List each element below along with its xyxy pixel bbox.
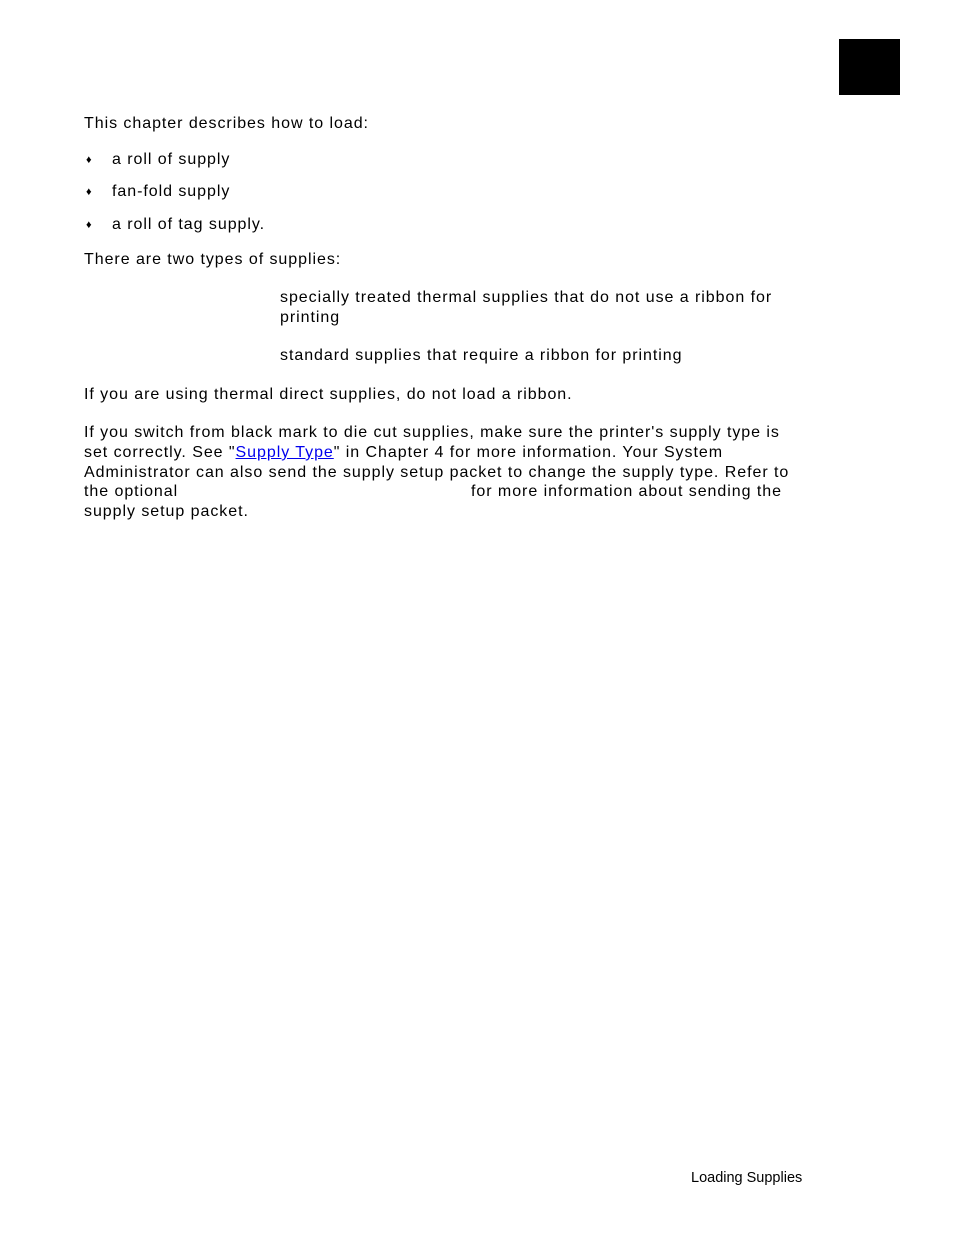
- types-intro: There are two types of supplies:: [84, 251, 342, 268]
- type-desc-thermal: specially treated thermal supplies that do not use a ribbon for: [280, 289, 773, 306]
- list-item: fan-fold supply: [112, 183, 231, 200]
- note-text: If you are using thermal direct supplies, do not load a ribbon.: [84, 386, 573, 403]
- intro-text: This chapter describes how to load:: [84, 115, 369, 132]
- type-desc-thermal-cont: printing: [280, 309, 341, 326]
- page-footer: Loading Supplies: [691, 1170, 803, 1186]
- para-text: set correctly. See ": [84, 444, 236, 461]
- bullet-icon: ♦: [86, 154, 92, 166]
- para-line: for more information about sending the: [471, 483, 782, 500]
- chapter-tab-marker: [839, 39, 900, 95]
- para-line: Administrator can also send the supply setup packet to change the supply type. Refer to: [84, 464, 790, 481]
- para-line: supply setup packet.: [84, 503, 249, 520]
- bullet-icon: ♦: [86, 186, 92, 198]
- para-line: [84, 443, 723, 463]
- list-item: a roll of supply: [112, 151, 231, 168]
- para-line: If you switch from black mark to die cut supplies, make sure the printer's supply type is: [84, 424, 780, 441]
- para-line: the optional: [84, 483, 179, 500]
- supply-type-link[interactable]: Supply Type: [235, 444, 334, 461]
- list-item: a roll of tag supply.: [112, 216, 266, 233]
- type-desc-standard: standard supplies that require a ribbon for printing: [280, 347, 683, 364]
- bullet-icon: ♦: [86, 219, 92, 231]
- para-text: " in Chapter 4 for more information. Your System: [333, 444, 723, 461]
